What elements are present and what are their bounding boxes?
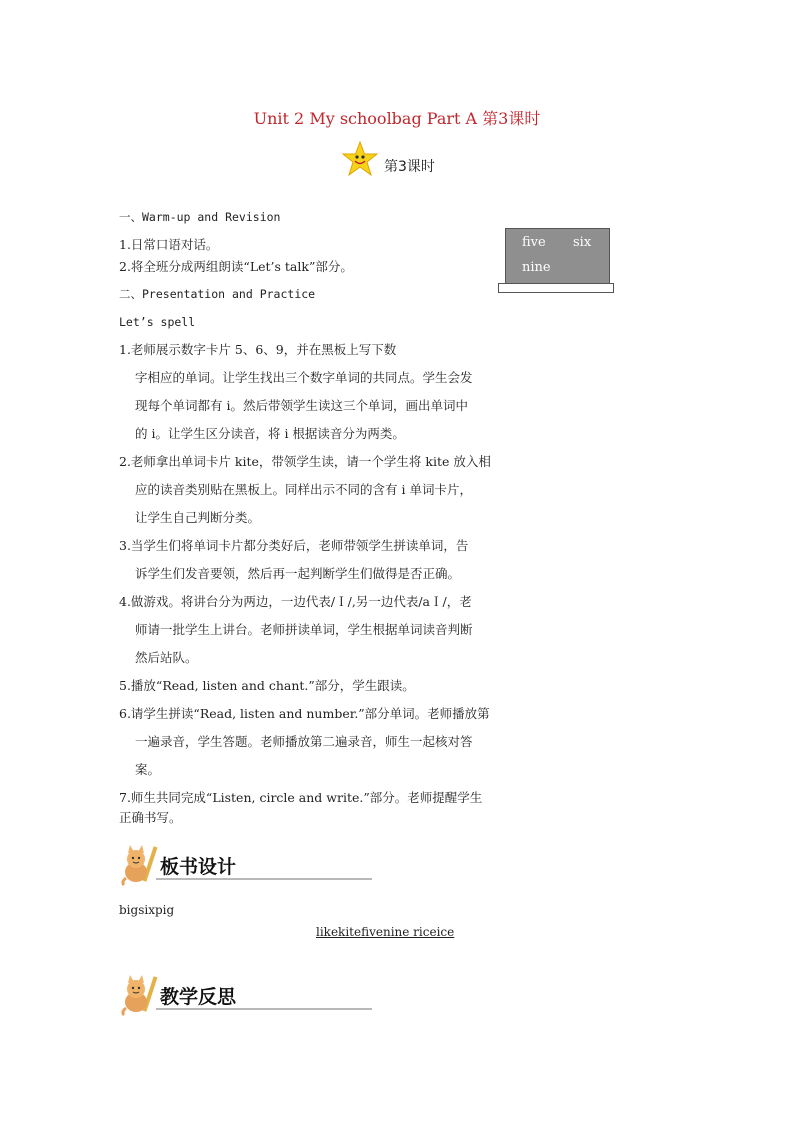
section-label-board: 板书设计 [160, 856, 237, 878]
text-line: 正确书写。 [119, 810, 182, 825]
text-line: 案。 [135, 762, 161, 777]
section-heading-presentation: 二、Presentation and Practice [119, 287, 316, 301]
subheading-lets-spell: Let’s spell [119, 315, 196, 329]
smiling-star-icon [340, 140, 380, 178]
text-line: 一遍录音，学生答题。老师播放第二遍录音，师生一起核对答 [135, 734, 473, 749]
text-line: 让学生自己判断分类。 [135, 510, 261, 525]
text-line: 现每个单词都有 i。然后带领学生读这三个单词，画出单词中 [135, 398, 468, 413]
divider [156, 1008, 372, 1010]
section-board-design [118, 842, 378, 886]
blackboard-illustration [505, 228, 610, 284]
blackboard-tray [498, 283, 614, 293]
text-line: 字相应的单词。让学生找出三个数字单词的共同点。学生会发 [135, 370, 473, 385]
text-line: 3.当学生们将单词卡片都分类好后，老师带领学生拼读单词，告 [119, 538, 469, 553]
subtitle: 第3课时 [384, 159, 435, 175]
page-title: Unit 2 My schoolbag Part A 第3课时 [253, 109, 541, 128]
text-line: 2.老师拿出单词卡片 kite，带领学生读，请一个学生将 kite 放入相 [119, 454, 491, 469]
text-line: 7.师生共同完成“Listen, circle and write.”部分。老师提醒学生 [119, 790, 483, 805]
text-line: 应的读音类别贴在黑板上。同样出示不同的含有 i 单词卡片， [135, 482, 472, 497]
section-heading-warmup: 一、Warm-up and Revision [119, 210, 281, 224]
text-line: 师请一批学生上讲台。老师拼读单词，学生根据单词读音判断 [135, 622, 473, 637]
text-line: 诉学生们发音要领，然后再一起判断学生们做得是否正确。 [135, 566, 461, 581]
divider [156, 878, 372, 880]
text-line: 1.老师展示数字卡片 5、6、9，并在黑板上写下数 [119, 342, 397, 357]
board-words-row-1: bigsixpig [119, 903, 175, 917]
section-label-reflection: 教学反思 [160, 986, 237, 1008]
text-line: 4.做游戏。将讲台分为两边，一边代表/Ｉ/,另一边代表/aＩ/，老 [119, 594, 472, 609]
text-line: 6.请学生拼读“Read, listen and number.”部分单词。老师播放第 [119, 706, 490, 721]
board-word-five: five [522, 235, 546, 250]
text-line: 然后站队。 [135, 650, 198, 665]
section-teaching-reflection [118, 972, 378, 1016]
text-line: 1.日常口语对话。 [119, 237, 219, 252]
text-line: 2.将全班分成两组朗读“Let’s talk”部分。 [119, 259, 353, 274]
board-word-nine: nine [522, 260, 551, 275]
board-word-six: six [573, 235, 592, 250]
text-line: 5.播放“Read, listen and chant.”部分，学生跟读。 [119, 678, 415, 693]
board-words-row-2: likekitefivenine riceice [316, 925, 455, 939]
text-line: 的 i。让学生区分读音，将 i 根据读音分为两类。 [135, 426, 405, 441]
